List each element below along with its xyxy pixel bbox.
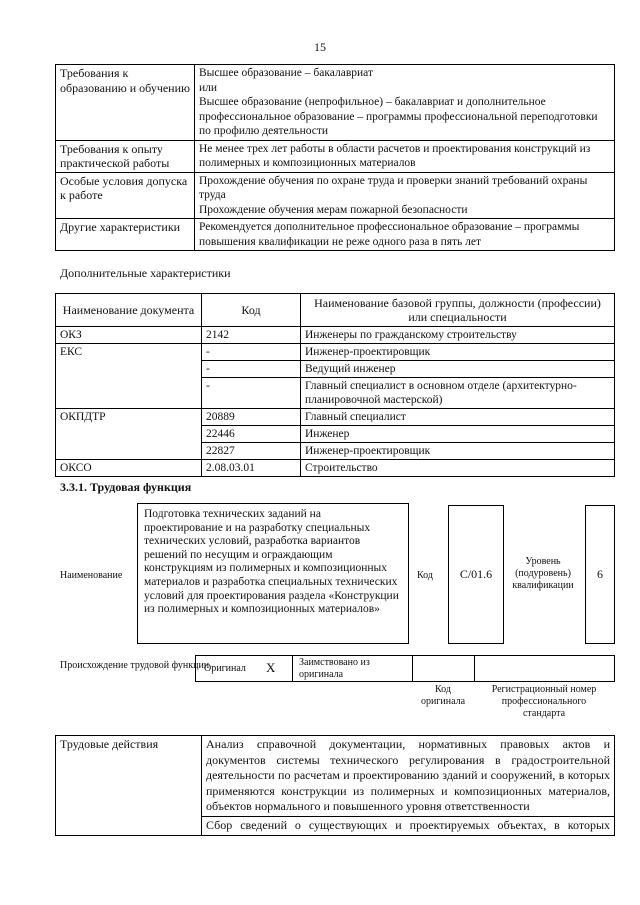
table-row — [56, 409, 615, 426]
table-row — [56, 140, 615, 172]
function-code-box: C/01.6 — [448, 505, 504, 644]
labor-action: Анализ справочной документации, нормативных правовых актов и документов системы технического регулирования в градостроительной деятельности по расчетам и проектированию зданий и сооружений, в которых применяются конструкции из полимерных и композиционных материалов, объектов нормального и повышенного уровня ответственности — [202, 736, 615, 817]
name-cell: Инженер-проектировщик — [301, 344, 615, 361]
level-value-box: 6 — [585, 505, 615, 644]
section-caption: Дополнительные характеристики — [60, 266, 231, 280]
borrowed-cell — [293, 656, 413, 681]
code-cell: 22827 — [202, 443, 301, 460]
original-code-caption: Код оригинала — [420, 684, 466, 707]
code-cell: 2142 — [202, 327, 301, 344]
labor-actions-table — [55, 735, 615, 836]
table-row — [56, 172, 615, 219]
origin-label: Происхождение трудовой функции — [60, 660, 210, 671]
row-value — [195, 219, 615, 251]
row-value — [195, 172, 615, 219]
registration-number-cell — [475, 656, 614, 681]
name-cell: Инженер — [301, 426, 615, 443]
document-cell: ОКЗ — [56, 327, 202, 344]
row-label: Другие характеристики — [56, 219, 195, 251]
row-label: Особые условия допуска к работе — [56, 172, 195, 219]
registration-number-caption: Регистрационный номер профессионального стандарта — [491, 684, 597, 719]
column-header: Код — [202, 294, 301, 327]
document-cell: ЕКС — [56, 344, 202, 409]
row-label: Требования к опыту практической работы — [56, 140, 195, 172]
name-label: Наименование — [60, 570, 123, 581]
code-cell: 22446 — [202, 426, 301, 443]
labor-action: Сбор сведений о существующих и проектируемых объектах, в которых — [202, 816, 615, 835]
text-line: Высшее образование – бакалавриат — [199, 67, 373, 79]
original-mark: X — [266, 660, 276, 675]
table-row — [56, 65, 615, 141]
column-header: Наименование базовой группы, должности (профессии) или специальности — [301, 294, 615, 327]
function-name-box: Подготовка технических заданий на проектирование и на разработку специальных технических условий, разработка вариантов решений по несущим и ограждающим конструкциям из полимерных и композиционных материалов и разработка специальных технических условий для проектирования раздела «Конструкции из полимерных и композиционных материалов» — [137, 503, 409, 644]
original-cell — [196, 656, 293, 681]
origin-row — [195, 655, 615, 682]
requirements-table — [55, 64, 615, 251]
original-label: Оригинал — [204, 663, 246, 674]
function-heading: 3.3.1. Трудовая функция — [60, 480, 192, 494]
text-line: или — [199, 81, 218, 94]
table-row — [56, 219, 615, 251]
code-cell: - — [202, 378, 301, 409]
text-line: Прохождение обучения по охране труда и проверки знаний требований охраны труда — [199, 174, 588, 201]
table-row — [56, 736, 615, 817]
labor-actions-label: Трудовые действия — [56, 736, 202, 836]
name-cell: Строительство — [301, 460, 615, 477]
document-cell: ОКСО — [56, 460, 202, 477]
text-line: Рекомендуется дополнительное профессиональное образование – программы повышения квалификации не реже одного раза в пять лет — [199, 221, 580, 248]
table-row — [56, 327, 615, 344]
code-cell: 20889 — [202, 409, 301, 426]
table-row — [56, 344, 615, 361]
column-header: Наименование документа — [56, 294, 202, 327]
name-cell: Главный специалист в основном отделе (архитектурно-планировочной мастерской) — [301, 378, 615, 409]
code-cell: 2.08.03.01 — [202, 460, 301, 477]
code-label: Код — [417, 570, 433, 581]
name-cell: Главный специалист — [301, 409, 615, 426]
row-value — [195, 140, 615, 172]
borrowed-label: Заимствовано из оригинала — [299, 657, 370, 680]
level-label: Уровень (подуровень) квалификации — [512, 556, 574, 591]
row-value — [195, 65, 615, 141]
additional-characteristics-table — [55, 293, 615, 477]
table-header-row — [56, 294, 615, 327]
name-cell: Инженер-проектировщик — [301, 443, 615, 460]
row-label: Требования к образованию и обучению — [56, 65, 195, 141]
text-line: Высшее образование (непрофильное) – бакалавриат и дополнительное профессиональное образование – программы профессиональной переподготовки по профилю деятельности — [199, 96, 598, 137]
text-line: Не менее трех лет работы в области расчетов и проектирования конструкций из полимерных и композиционных материалов — [199, 142, 591, 169]
code-cell: - — [202, 344, 301, 361]
original-code-cell — [413, 656, 475, 681]
name-cell: Ведущий инженер — [301, 361, 615, 378]
name-cell: Инженеры по гражданскому строительству — [301, 327, 615, 344]
document-cell: ОКПДТР — [56, 409, 202, 460]
text-line: Прохождение обучения мерам пожарной безопасности — [199, 203, 468, 216]
table-row — [56, 460, 615, 477]
code-cell: - — [202, 361, 301, 378]
page-number: 15 — [314, 40, 326, 54]
